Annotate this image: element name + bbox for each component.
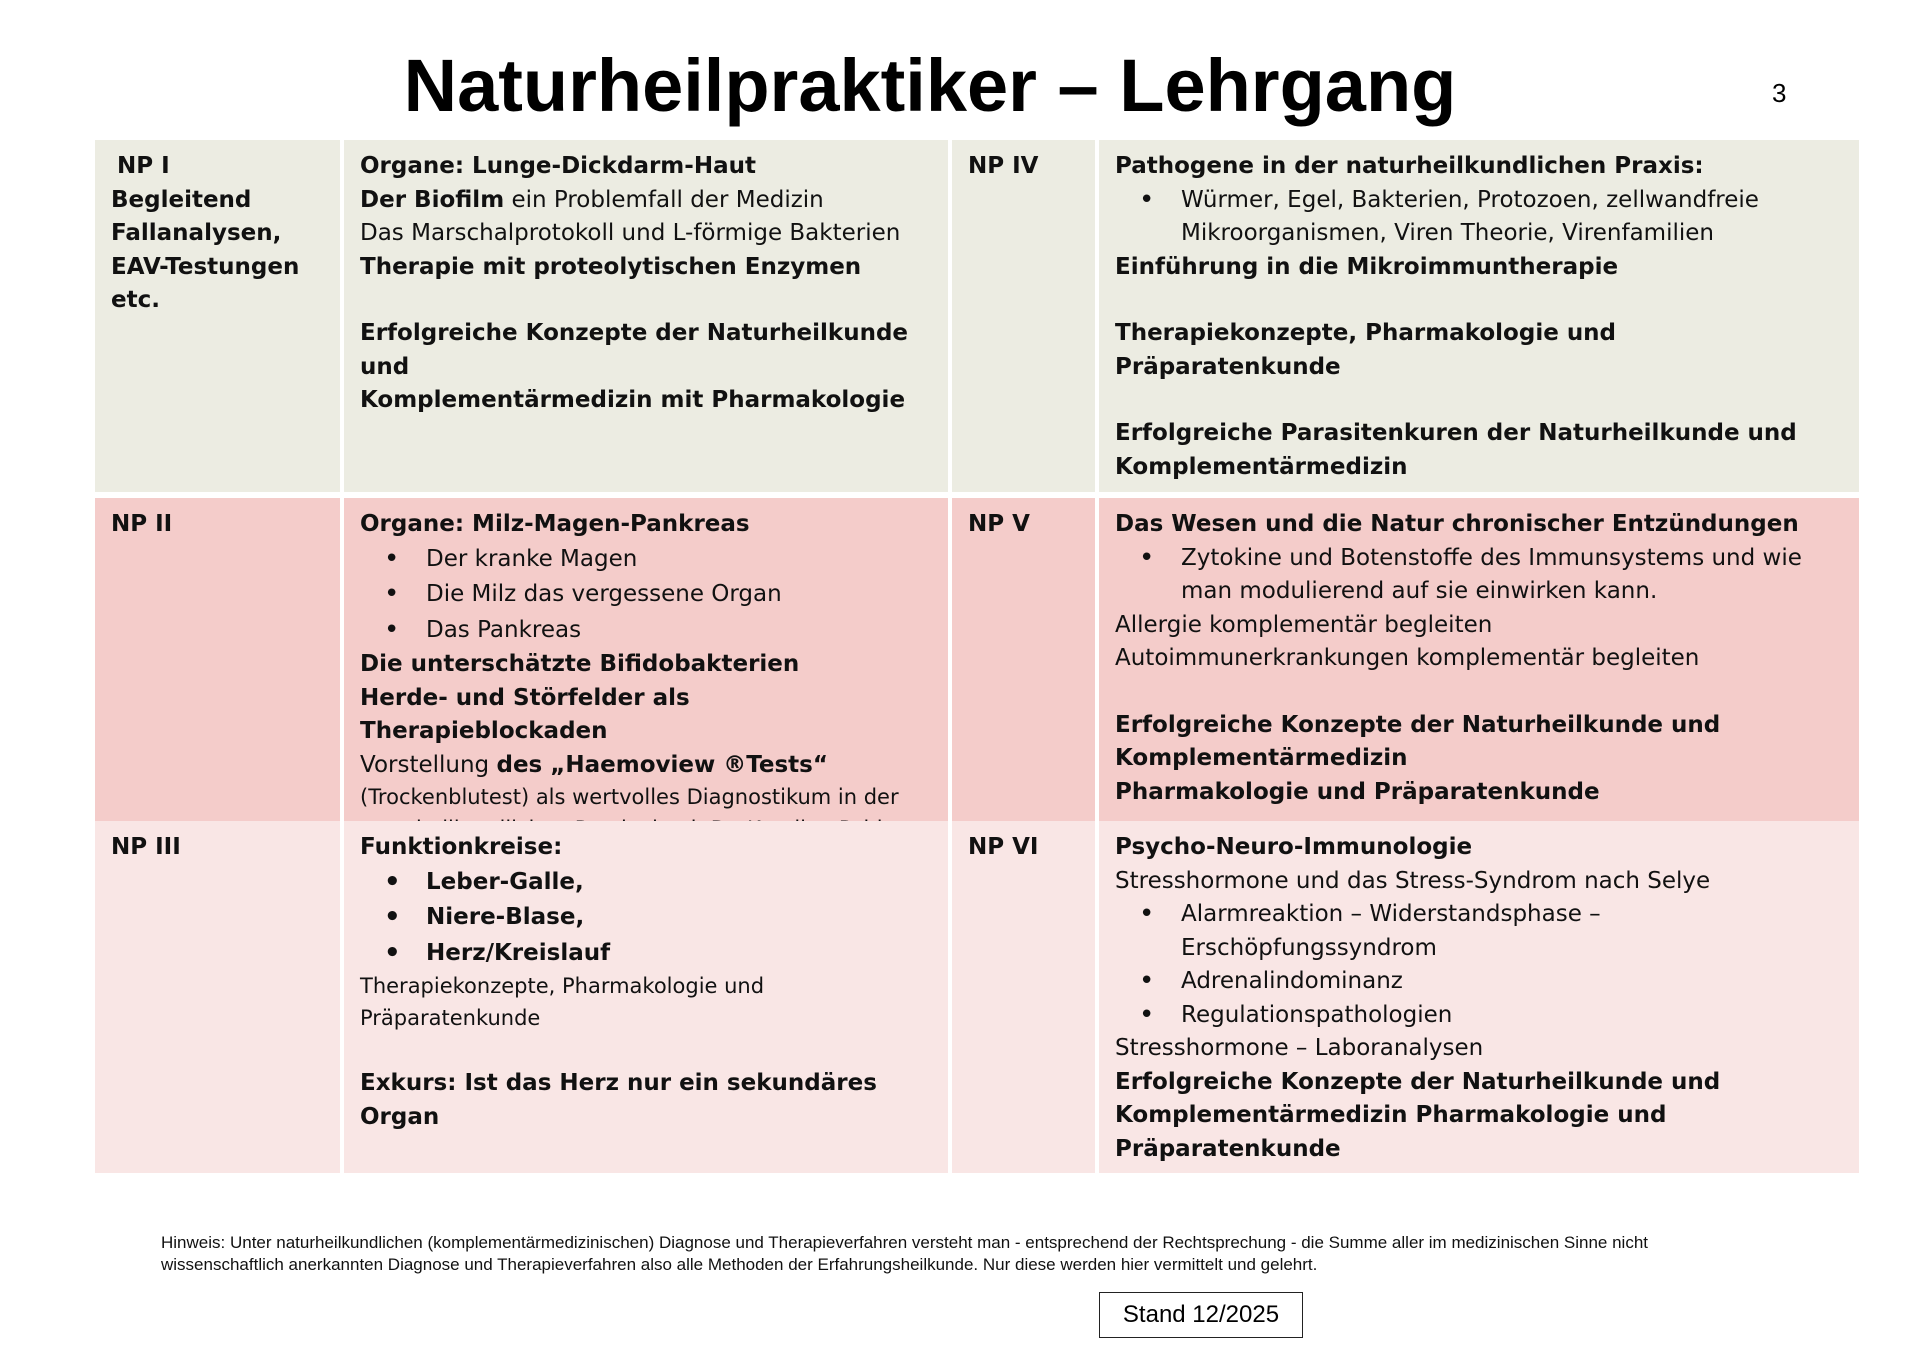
np4-label: NP IV bbox=[968, 153, 1039, 179]
np5-allergie: Allergie komplementär begleiten bbox=[1115, 611, 1493, 638]
status-box: Stand 12/2025 bbox=[1099, 1292, 1303, 1338]
np6-concept-line: Komplementärmedizin Pharmakologie und bbox=[1115, 1102, 1667, 1128]
np6-concept-line: Erfolgreiche Konzepte der Naturheilkunde und bbox=[1115, 1068, 1721, 1095]
list-item: • Der kranke Magen bbox=[426, 542, 934, 578]
np1-biofilm-rest: ein Problemfall der Medizin bbox=[504, 186, 824, 213]
np5-auto: Autoimmunerkrankungen komplementär begleiten bbox=[1115, 645, 1700, 671]
np2-label-cell bbox=[95, 498, 340, 821]
np6-label: NP VI bbox=[968, 834, 1039, 860]
np6-bullet-list bbox=[1115, 898, 1845, 1032]
list-item: • Würmer, Egel, Bakterien, Protozoen, zellwandfreie Mikroorganismen, Viren Theorie, Virenfamilien bbox=[1181, 184, 1845, 251]
np3-label: NP III bbox=[111, 834, 181, 860]
np3-therapie-line: Therapiekonzepte, Pharmakologie und bbox=[360, 974, 765, 998]
np1-marschal: Das Marschalprotokoll und L-förmige Bakterien bbox=[360, 220, 901, 246]
np1-concept-line: Erfolgreiche Konzepte der Naturheilkunde und bbox=[360, 320, 909, 380]
footer-note-line: Hinweis: Unter naturheilkundlichen (komplementärmedizinischen) Diagnose und Therapieverfahren versteht man - entsprechend der Rechtsprechung - die Summe aller im medizinischen Sinne nicht bbox=[161, 1233, 1648, 1252]
np1-biofilm-bold: Der Biofilm bbox=[360, 186, 505, 213]
np5-concept-line: Pharmakologie und Präparatenkunde bbox=[1115, 778, 1600, 805]
np3-bullet-list bbox=[360, 865, 934, 972]
list-item: • Niere-Blase, bbox=[426, 900, 934, 936]
np4-therapie: Therapiekonzepte, Pharmakologie und Präparatenkunde bbox=[1115, 320, 1617, 380]
np1-side-line: Begleitend bbox=[111, 186, 252, 213]
np6-content-cell bbox=[1099, 821, 1859, 1173]
page-title: Naturheilpraktiker – Lehrgang bbox=[403, 44, 1457, 127]
np3-heading: Funktionkreise: bbox=[360, 834, 563, 860]
footer-note bbox=[161, 1232, 1781, 1276]
np3-label-cell bbox=[95, 821, 340, 1173]
page-number: 3 bbox=[1772, 78, 1787, 108]
np6-heading: Psycho-Neuro-Immunologie bbox=[1115, 834, 1473, 860]
list-item: • Regulationspathologien bbox=[1181, 999, 1845, 1033]
list-item: • Adrenalindominanz bbox=[1181, 965, 1845, 999]
np4-mikro: Einführung in die Mikroimmuntherapie bbox=[1115, 253, 1619, 280]
np4-label-cell bbox=[952, 140, 1095, 492]
np4-content-cell bbox=[1099, 140, 1859, 492]
np1-label: NP I bbox=[117, 153, 170, 179]
np2-bifido: Die unterschätzte Bifidobakterien bbox=[360, 651, 800, 677]
np1-side-line: Fallanalysen, bbox=[111, 220, 282, 246]
np4-bullet-list bbox=[1115, 184, 1845, 251]
course-table bbox=[95, 140, 1859, 1173]
np2-bullet-list bbox=[360, 542, 934, 649]
np6-concept-line: Präparatenkunde bbox=[1115, 1135, 1341, 1162]
np6-labor: Stresshormone – Laboranalysen bbox=[1115, 1035, 1484, 1061]
np5-concept-line: Komplementärmedizin bbox=[1115, 745, 1408, 771]
np1-content-cell bbox=[344, 140, 948, 492]
list-item: • Herz/Kreislauf bbox=[426, 936, 934, 972]
np2-heading: Organe: Milz-Magen-Pankreas bbox=[360, 511, 750, 537]
np1-enzyme: Therapie mit proteolytischen Enzymen bbox=[360, 253, 862, 280]
np1-side-line: EAV-Testungen bbox=[111, 253, 300, 280]
np2-label: NP II bbox=[111, 511, 173, 537]
np1-side-line: etc. bbox=[111, 287, 160, 313]
list-item: • Leber-Galle, bbox=[426, 865, 934, 901]
np2-content-cell bbox=[344, 498, 948, 821]
np5-bullet-list bbox=[1115, 542, 1845, 609]
np5-label: NP V bbox=[968, 511, 1030, 537]
np6-label-cell bbox=[952, 821, 1095, 1173]
np4-parasit-line: Komplementärmedizin bbox=[1115, 453, 1408, 480]
np3-exkurs: Exkurs: Ist das Herz nur ein sekundäres Organ bbox=[360, 1070, 877, 1130]
footer-note-line: wissenschaftlich anerkannten Diagnose und Therapieverfahren also alle Methoden der Erfahrungsheilkunde. Nur diese werden hier vermittelt und gelehrt. bbox=[161, 1255, 1318, 1274]
np5-concept-line: Erfolgreiche Konzepte der Naturheilkunde und bbox=[1115, 711, 1721, 738]
list-item: • Das Pankreas bbox=[426, 613, 934, 649]
np2-herde: Herde- und Störfelder als Therapieblockaden bbox=[360, 684, 690, 744]
np3-therapie-line: Präparatenkunde bbox=[360, 1005, 541, 1030]
np4-parasit-line: Erfolgreiche Parasitenkuren der Naturheilkunde und bbox=[1115, 420, 1797, 446]
np2-vorstellung: Vorstellung des „Haemoview ®Tests“ bbox=[360, 751, 828, 778]
np1-concept-line: Komplementärmedizin mit Pharmakologie bbox=[360, 387, 906, 413]
list-item: • Die Milz das vergessene Organ bbox=[426, 577, 934, 613]
np5-content-cell bbox=[1099, 498, 1859, 821]
np2-hemo-line: (Trockenblutest) als wertvolles Diagnostikum in der bbox=[360, 785, 899, 809]
np3-content-cell bbox=[344, 821, 948, 1173]
np5-heading: Das Wesen und die Natur chronischer Entzündungen bbox=[1115, 511, 1799, 537]
np1-biofilm-line bbox=[360, 184, 934, 218]
np5-label-cell bbox=[952, 498, 1095, 821]
list-item: • Alarmreaktion – Widerstandsphase – Erschöpfungssyndrom bbox=[1181, 898, 1845, 965]
np1-label-cell bbox=[95, 140, 340, 492]
np1-heading: Organe: Lunge-Dickdarm-Haut bbox=[360, 153, 756, 179]
np6-stress: Stresshormone und das Stress-Syndrom nach Selye bbox=[1115, 867, 1711, 894]
list-item: • Zytokine und Botenstoffe des Immunsystems und wie man modulierend auf sie einwirken kann. bbox=[1181, 542, 1845, 609]
np4-heading: Pathogene in der naturheilkundlichen Praxis: bbox=[1115, 153, 1704, 179]
